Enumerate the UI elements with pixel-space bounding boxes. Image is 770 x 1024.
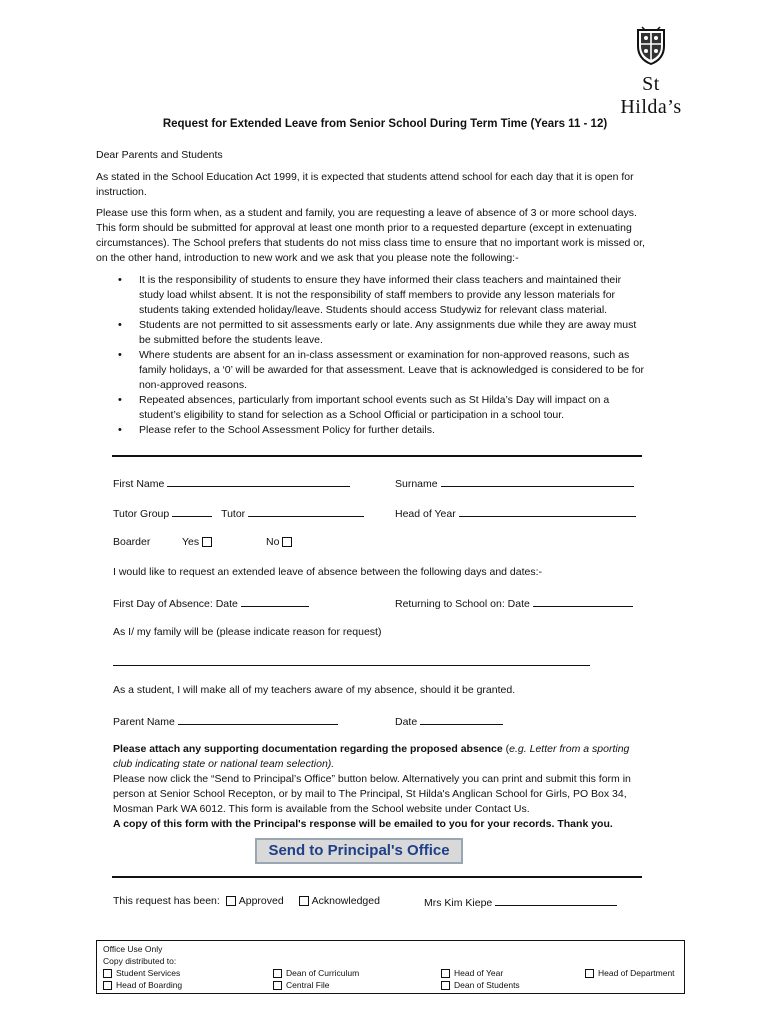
checkbox[interactable] <box>585 969 594 978</box>
first-name-field <box>113 475 350 492</box>
request-status <box>113 894 380 909</box>
first-day-label: First Day of Absence: Date <box>113 598 238 610</box>
date-field <box>395 713 503 730</box>
usage-paragraph: Please use this form when, as a student and family, you are requesting a leave of absence of 3 or more school days. This form should be submitted for approval at least one month prior to a requested departure (except in extenuating circumstances). The School prefers that students do not miss class time to ensure that no important work is missed or, on the other hand, introduction to new work and we ask that you please note the following:- <box>96 207 645 264</box>
head-of-year-field <box>395 505 636 522</box>
send-to-principal-button[interactable]: Send to Principal's Office <box>255 838 463 864</box>
option-label: Head of Boarding <box>116 980 183 990</box>
attachment-request <box>113 742 638 772</box>
open-paren: ( <box>502 743 510 755</box>
checkbox[interactable] <box>441 969 450 978</box>
head-of-year-label: Head of Year <box>395 508 456 520</box>
copy-note: A copy of this form with the Principal's response will be emailed to you for your records. Thank you. <box>113 818 613 830</box>
approved-checkbox[interactable] <box>226 896 236 906</box>
tutor-group-field <box>113 505 364 522</box>
no-label: No <box>266 536 280 548</box>
list-item: • Please refer to the School Assessment Policy for further details. <box>96 423 646 438</box>
school-logo <box>612 26 690 119</box>
first-day-input[interactable] <box>241 595 309 607</box>
parent-name-input[interactable] <box>178 713 338 725</box>
intro-paragraph: As stated in the School Education Act 1999, it is expected that students attend school for each day that it is open for instruction. <box>96 171 634 198</box>
status-label: This request has been: <box>113 895 220 907</box>
form-title: Request for Extended Leave from Senior School During Term Time (Years 11 - 12) <box>162 118 608 130</box>
option-head-of-year[interactable] <box>441 967 503 979</box>
tutor-group-label: Tutor Group <box>113 508 170 520</box>
acknowledged-checkbox[interactable] <box>299 896 309 906</box>
attachment-example: e.g. Letter from a sporting club indicating state or national team selection). <box>113 743 630 770</box>
tutor-label: Tutor <box>221 508 246 520</box>
divider <box>112 455 642 457</box>
boarder-yes-option[interactable] <box>182 535 215 550</box>
greeting: Dear Parents and Students <box>96 149 223 161</box>
student-statement: As a student, I will make all of my teachers aware of my absence, should it be granted. <box>113 684 516 696</box>
option-central-file[interactable] <box>273 979 329 991</box>
option-label: Head of Year <box>454 968 504 978</box>
list-item: • Where students are absent for an in-class assessment or examination for non-approved reasons, such as family holidays, a ‘0’ will be awarded for that assessment. Leave that is acknowledged is considered to be for non-approved reasons. <box>96 348 646 393</box>
list-item: • Repeated absences, particularly from important school events such as St Hilda’s Day will impact on a student’s eligibility to stand for selection as a School Official or participation in a school tour. <box>96 393 646 423</box>
return-date-input[interactable] <box>533 595 633 607</box>
return-date-field <box>395 595 633 612</box>
distribution-row <box>103 979 678 991</box>
option-dean-of-curriculum[interactable] <box>273 967 359 979</box>
surname-label: Surname <box>395 478 438 490</box>
submission-instructions: Please now click the “Send to Principal’s Office” button below. Alternatively you can print and submit this form in person at Senior School Recepton, or by mail to The Principal, St Hilda's Anglican School for Girls, PO Box 34, Mosman Park WA 6012. This form is available from the School website under Contact Us. <box>113 773 631 815</box>
option-label: Central File <box>286 980 330 990</box>
date-label: Date <box>395 716 418 728</box>
parent-name-label: Parent Name <box>113 716 175 728</box>
option-head-of-boarding[interactable] <box>103 979 182 991</box>
tutor-group-input[interactable] <box>172 505 212 517</box>
list-item: • Students are not permitted to sit assessments early or late. Any assignments due while they are away must be submitted before the students leave. <box>96 318 646 348</box>
option-label: Dean of Curriculum <box>286 968 360 978</box>
checkbox[interactable] <box>273 969 282 978</box>
boarder-label: Boarder <box>113 536 151 548</box>
checkbox[interactable] <box>273 981 282 990</box>
signatory-input[interactable] <box>495 894 617 906</box>
return-date-label: Returning to School on: Date <box>395 598 530 610</box>
policy-list <box>96 273 646 438</box>
signatory-label: Mrs Kim Kiepe <box>424 897 493 909</box>
first-name-label: First Name <box>113 478 165 490</box>
first-name-input[interactable] <box>167 475 350 487</box>
office-use-title: Office Use Only <box>103 944 163 954</box>
option-label: Student Services <box>116 968 181 978</box>
approved-label: Approved <box>238 895 284 907</box>
reason-label: As I/ my family will be (please indicate reason for request) <box>113 626 382 638</box>
yes-checkbox[interactable] <box>202 537 212 547</box>
school-name: St Hilda’s <box>620 73 682 118</box>
signatory-field <box>424 894 617 911</box>
option-label: Dean of Students <box>454 980 520 990</box>
attachment-bold-text: Please attach any supporting documentation regarding the proposed absence <box>113 743 503 755</box>
reason-input[interactable] <box>113 665 590 666</box>
parent-name-field <box>113 713 338 730</box>
date-input[interactable] <box>420 713 503 725</box>
yes-label: Yes <box>182 536 200 548</box>
option-dean-of-students[interactable] <box>441 979 520 991</box>
list-item: • It is the responsibility of students to ensure they have informed their class teachers and maintained their study load whilst absent. It is not the responsibility of staff members to provide any lesson materials for students taking extended holiday/leave. Students should access Studywiz for relevant class material. <box>96 273 646 318</box>
option-student-services[interactable] <box>103 967 180 979</box>
surname-field <box>395 475 634 492</box>
distribution-row <box>103 967 678 979</box>
divider <box>112 876 642 878</box>
no-checkbox[interactable] <box>282 537 292 547</box>
acknowledged-label: Acknowledged <box>311 895 380 907</box>
boarder-no-option[interactable] <box>266 535 295 550</box>
checkbox[interactable] <box>441 981 450 990</box>
office-use-subtitle: Copy distributed to: <box>103 956 177 966</box>
head-of-year-input[interactable] <box>459 505 636 517</box>
attachment-notice <box>113 742 638 832</box>
option-label: Head of Department <box>598 968 675 978</box>
checkbox[interactable] <box>103 981 112 990</box>
request-statement: I would like to request an extended leave of absence between the following days and dates:- <box>113 566 543 578</box>
office-use-box <box>96 940 685 994</box>
surname-input[interactable] <box>441 475 634 487</box>
school-crest-icon <box>632 26 670 66</box>
option-head-of-department[interactable] <box>585 967 675 979</box>
tutor-input[interactable] <box>248 505 364 517</box>
first-day-field <box>113 595 309 612</box>
checkbox[interactable] <box>103 969 112 978</box>
